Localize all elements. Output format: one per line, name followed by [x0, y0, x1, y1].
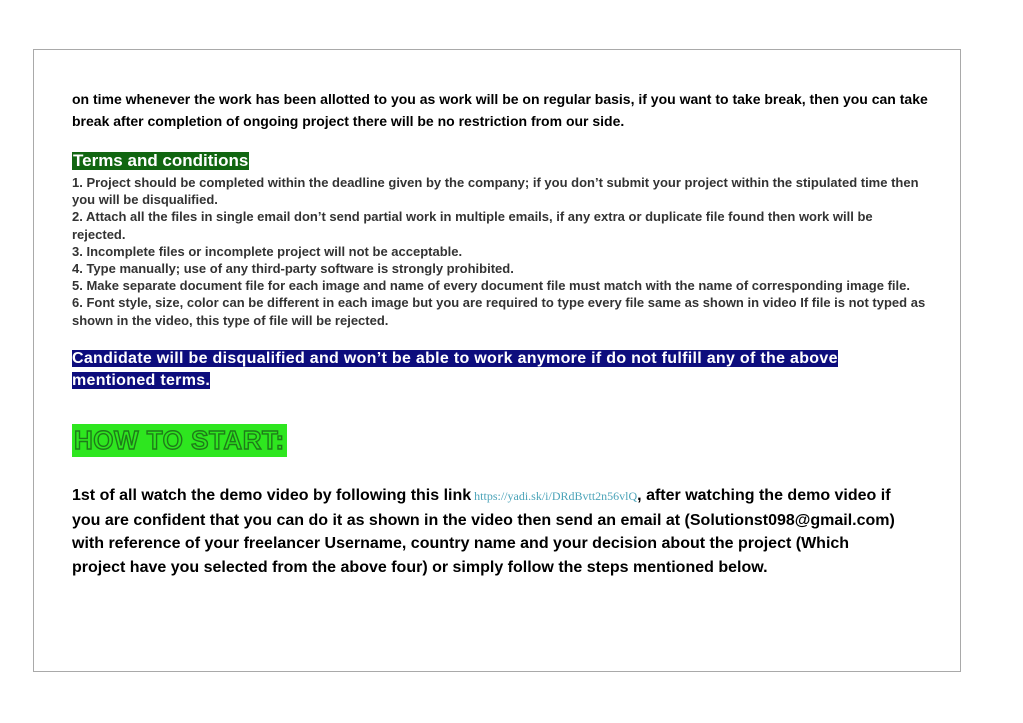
document-page [33, 49, 961, 672]
terms-item-5: 5. Make separate document file for each image and name of every document file must match with the name of corresponding image file. [72, 278, 910, 294]
how-to-start-paragraph [72, 484, 902, 579]
demo-video-link[interactable]: https://yadi.sk/i/DRdBvtt2n56vlQ [471, 489, 638, 503]
terms-item-4: 4. Type manually; use of any third-party software is strongly prohibited. [72, 261, 514, 277]
how-to-start-text-after-link: , after watching the demo video if you are confident that you can do it as shown in the video then send an email at (Solutionst098@gmail.com) with reference of your freelancer Username, country name and your decision about the project (Which project have you selected from the above four) or simply follow the steps mentioned below. [72, 487, 895, 576]
terms-item-6: 6. Font style, size, color can be different in each image but you are required to type every file same as shown in video If file is not typed as shown in the video, this type of file will be rejected. [72, 295, 926, 328]
terms-item-3: 3. Incomplete files or incomplete project will not be acceptable. [72, 243, 463, 259]
terms-item-2: 2. Attach all the files in single email don’t send partial work in multiple emails, if any extra or duplicate file found then work will be rejected. [72, 209, 873, 242]
disqualification-warning [72, 348, 926, 391]
warning-text: Candidate will be disqualified and won’t be able to work anymore if do not fulfill any of the above mentioned terms. [72, 350, 838, 389]
terms-list [72, 174, 928, 329]
intro-paragraph: on time whenever the work has been allotted to you as work will be on regular basis, if you want to take break, then you can take break after completion of ongoing project there will be no restriction from our side. [72, 91, 928, 129]
terms-item-1: 1. Project should be completed within the deadline given by the company; if you don’t submit your project within the stipulated time then you will be disqualified. [72, 175, 919, 208]
how-to-start-heading: HOW TO START: [74, 425, 285, 455]
terms-heading: Terms and conditions [73, 151, 249, 170]
how-to-start-text-before-link: 1st of all watch the demo video by following this link [72, 487, 472, 504]
